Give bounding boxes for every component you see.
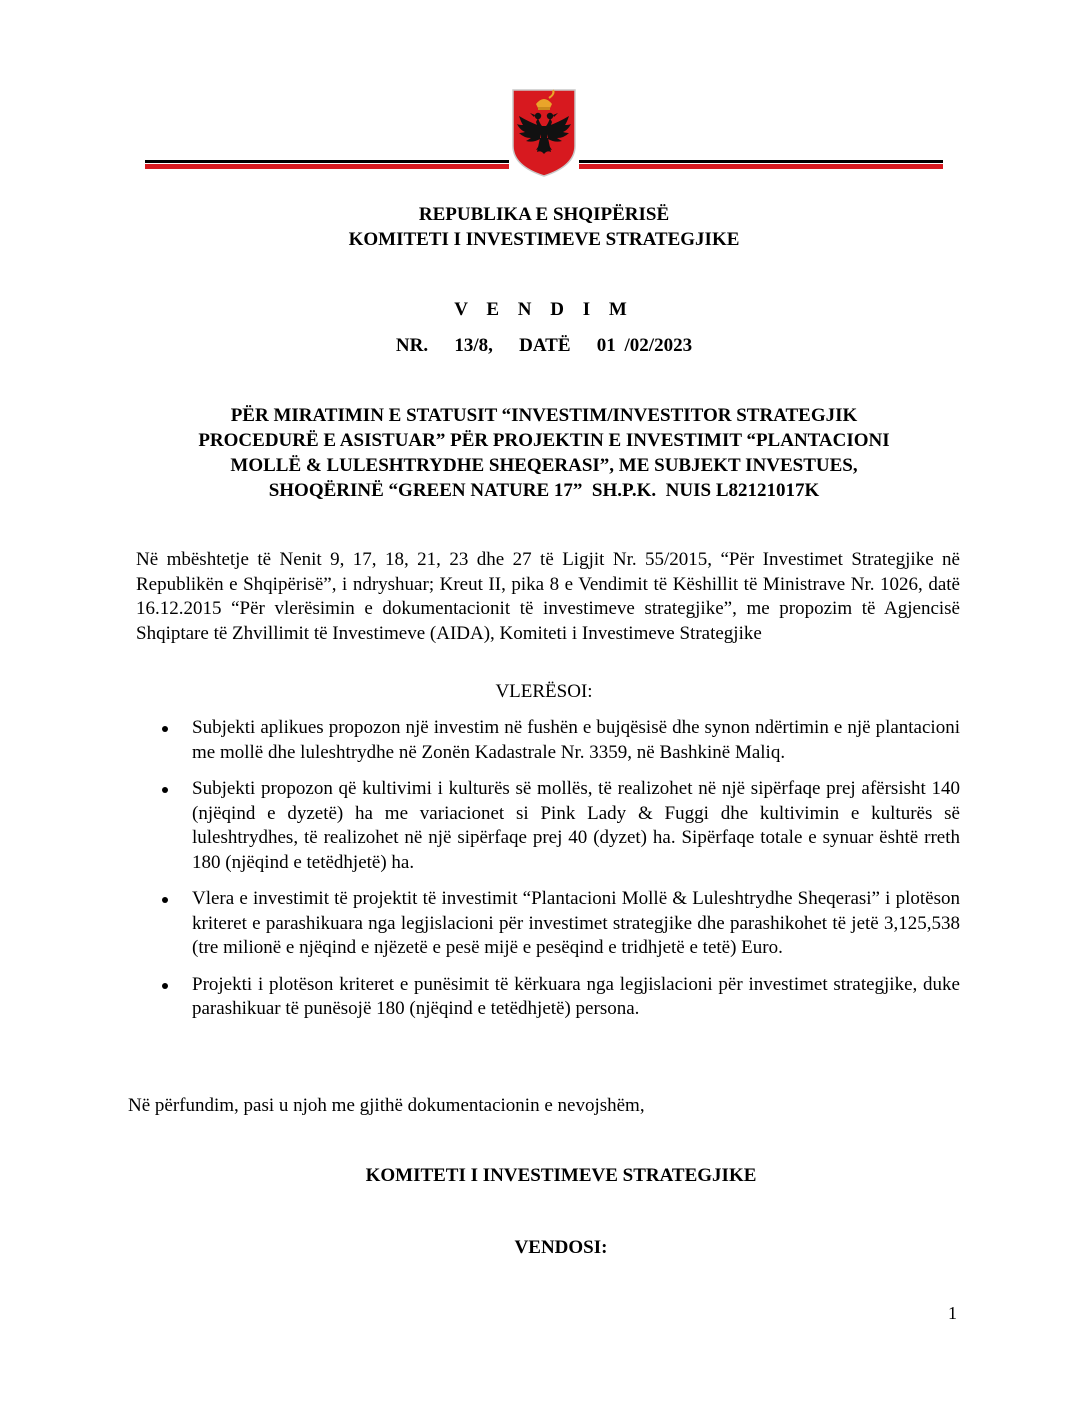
preamble-paragraph: Në mbështetje të Nenit 9, 17, 18, 21, 23 dhe 27 të Ligjit Nr. 55/2015, “Për Investimet Strategjike në Republikën e Shqipërisë”, i ndryshuar; Kreut II, pika 8 e Vendimit të Këshillit të Ministrave Nr. 1026, datë 16.12.2015 “Për vlerësimin e dokumentacionit të investimeve strategjike”, me propozim të Agjencisë Shqiptare të Zhvillimit të Investimeve (AIDA), Komiteti i Investimeve Strategjike: [136, 549, 960, 644]
page-number: 1: [948, 1303, 957, 1323]
subject-line: PROCEDURË E ASISTUAR” PËR PROJEKTIN E INVESTIMIT “PLANTACIONI: [198, 430, 890, 451]
list-item-text: Projekti i plotëson kriteret e punësimit të kërkuara nga legjislacioni për investimet strategjike, duke parashikuar të punësojë 180 (njëqind e tetëdhjetë) persona.: [192, 973, 960, 1019]
bullet-icon: [162, 726, 168, 732]
albanian-coat-of-arms-icon: [509, 88, 579, 180]
assessment-list: [136, 716, 960, 1034]
list-item: [136, 716, 960, 765]
decision-subject: [0, 403, 1088, 503]
list-item: [136, 973, 960, 1022]
list-item-text: Subjekti propozon që kultivimi i kulturës së mollës, të realizohet në një sipërfaqe prej afërsisht 140 (njëqind e dyzetë) ha me variacionet si Pink Lady & Fuggi dhe kultivimin e kulturës së luleshtrydhes, të realizohet në një sipërfaqe prej 40 (dyzet) ha. Sipërfaqe totale e synuar është rreth 180 (njëqind e tetëdhjetë) ha.: [192, 778, 960, 873]
committee-name: KOMITETI I INVESTIMEVE STRATEGJIKE: [348, 229, 740, 250]
decision-number: NR. 13/8, DATË 01 /02/2023: [395, 335, 693, 356]
committee-heading: KOMITETI I INVESTIMEVE STRATEGJIKE: [365, 1165, 757, 1186]
subject-line: SHOQËRINË “GREEN NATURE 17” SH.P.K. NUIS L82121017K: [268, 480, 820, 501]
bullet-icon: [162, 787, 168, 793]
list-item-text: Subjekti aplikues propozon një investim në fushën e bujqësisë dhe synon ndërtimin e një plantacioni me mollë dhe luleshtrydhe në Zonën Kadastrale Nr. 3359, në Bashkinë Maliq.: [192, 717, 960, 763]
list-item: [136, 887, 960, 961]
list-item-text: Vlera e investimit të projektit të investimit “Plantacioni Mollë & Luleshtrydhe Sheqerasi” i plotëson kriteret e parashikuara nga legjislacioni për investimet strategjike dhe parashikohet të jetë 3,125,538 (tre milionë e njëqind e njëzetë e pesë mijë e pesëqind e tridhjetë e tetë) Euro.: [192, 888, 960, 958]
bullet-icon: [162, 983, 168, 989]
decided-heading: VENDOSI:: [514, 1237, 608, 1258]
subject-line: MOLLË & LULESHTRYDHE SHEQERASI”, ME SUBJEKT INVESTUES,: [230, 455, 858, 476]
bullet-icon: [162, 897, 168, 903]
conclusion-text: Në përfundim, pasi u njoh me gjithë dokumentacionin e nevojshëm,: [128, 1095, 645, 1116]
assessment-heading: VLERËSOI:: [495, 681, 593, 702]
list-item: [136, 777, 960, 875]
subject-line: PËR MIRATIMIN E STATUSIT “INVESTIM/INVESTITOR STRATEGJIK: [230, 405, 858, 426]
decision-title: V E N D I M: [454, 299, 634, 320]
document-header: [0, 202, 1088, 252]
country-name: REPUBLIKA E SHQIPËRISË: [418, 204, 670, 225]
